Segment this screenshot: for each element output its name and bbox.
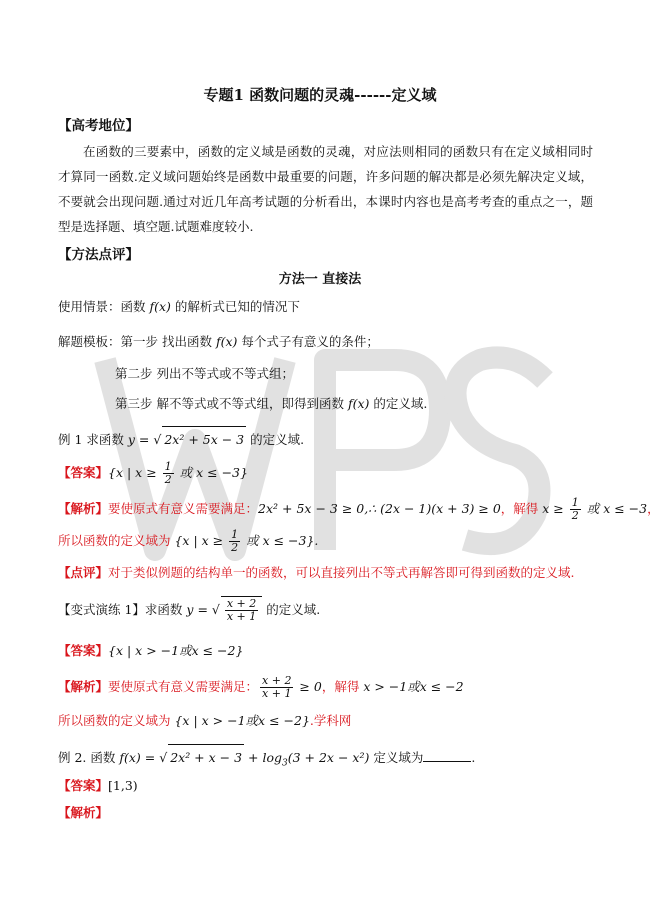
template-suffix: 每个式子有意义的条件； [237, 334, 379, 349]
template-step3 [115, 391, 427, 416]
example2-answer [58, 773, 138, 798]
answer-blank [423, 749, 471, 762]
fraction-numerator: 1 [164, 460, 172, 473]
answer-part-b: 或 x ≤ −3} [175, 465, 248, 480]
example2-log-arg: (3 + 2x − x²) [287, 750, 370, 765]
sqrt-sign: √ [159, 750, 168, 765]
usage-prefix: 使用情景：函数 [58, 299, 150, 314]
step3-fx: f(x) [347, 396, 370, 411]
fraction-numerator: x + 2 [262, 674, 292, 687]
analysis-label: 【解析】 [58, 501, 109, 516]
example1-question [58, 426, 304, 452]
variant1-sqrt [221, 596, 262, 623]
variant1-analysis [58, 674, 464, 700]
example1-prefix: 例 1 求函数 [58, 432, 128, 447]
fraction-half [163, 461, 174, 486]
sqrt-sign: √ [153, 432, 162, 447]
comment-label: 【点评】 [58, 565, 109, 580]
example1-suffix: 的定义域. [246, 432, 305, 447]
example1-analysis [58, 496, 660, 522]
variant1-answer [58, 638, 243, 663]
usage-suffix: 的解析式已知的情况下 [170, 299, 300, 314]
analysis-label: 【解析】 [58, 805, 109, 820]
answer-label: 【答案】 [58, 465, 109, 480]
fraction-denominator: 2 [231, 541, 239, 554]
example2-func: f(x) = [119, 750, 160, 765]
analysis-text-e: ， [647, 501, 660, 516]
example2-suffix: 定义域为 [369, 750, 424, 765]
variant1-suffix: 的定义域. [262, 602, 321, 617]
analysis-text-c: ，解得 [321, 679, 364, 694]
analysis-math-b: ≥ 0 [295, 679, 322, 694]
example2-log: + log [244, 750, 282, 765]
fraction-denominator: x + 1 [262, 687, 292, 700]
analysis-text-b: ，解得 [500, 501, 543, 516]
answer-label: 【答案】 [58, 778, 109, 793]
example2-prefix: 例 2. 函数 [58, 750, 120, 765]
fraction-numerator: 1 [231, 528, 239, 541]
variant1-conclusion [58, 708, 351, 733]
template-fx: f(x) [215, 334, 238, 349]
intro-paragraph: 在函数的三要素中，函数的定义域是函数的灵魂，对应法则相同的函数只有在定义域相同时才算同一函数.定义域问题始终是函数中最重要的问题，许多问题的解决都是必须先解决定义域，不要就会出现问题.通过对近几年高考试题的分析看出，本课时内容也是高考考查的重点之一，题型是选择题、填空题.试题难度较小. [58, 144, 593, 234]
conclusion-math: {x | x > −1或x ≤ −2} [174, 713, 310, 728]
fraction-numerator: x + 2 [226, 597, 257, 610]
page-title: 专题1 函数问题的灵魂------定义域 [203, 86, 437, 104]
analysis-label: 【解析】 [58, 679, 109, 694]
variant1-fraction [225, 598, 258, 623]
fraction-denominator: x + 1 [226, 610, 257, 623]
example2-analysis [58, 800, 108, 825]
variant1-fraction [260, 675, 293, 700]
sqrt-sign: √ [211, 602, 220, 617]
comment-text: 对于类似例题的结构单一的函数，可以直接列出不等式再解答即可得到函数的定义域. [108, 565, 575, 580]
template-step2: 第二步 列出不等式或不等式组； [115, 366, 294, 381]
usage-fx: f(x) [149, 299, 171, 314]
variant1-answer-value: {x | x > −1或x ≤ −2} [108, 643, 244, 658]
analysis-math-d: x > −1或x ≤ −2 [363, 679, 464, 694]
section-method-review: 【方法点评】 [58, 247, 139, 263]
fraction-numerator: 1 [571, 496, 579, 509]
template-step1 [58, 329, 379, 354]
variant1-prefix: 【变式演练 1】求函数 [58, 602, 187, 617]
conclusion-text: 所以函数的定义域为 [58, 533, 175, 548]
analysis-math-c: x ≥ [542, 501, 568, 516]
conclusion-suffix: .学科网 [309, 713, 352, 728]
analysis-math: 2x² + 5x − 3 ≥ 0,∴ (2x − 1)(x + 3) ≥ 0 [258, 501, 501, 516]
method-title: 方法一 直接法 [278, 272, 362, 287]
conclusion-math-a: {x | x ≥ [174, 533, 228, 548]
answer-part-a: {x | x ≥ [108, 465, 161, 480]
fraction-denominator: 2 [571, 509, 579, 522]
example2-log-base: 3 [282, 758, 288, 769]
analysis-text-a: 要使原式有意义需要满足： [108, 679, 259, 694]
answer-label: 【答案】 [58, 643, 109, 658]
template-prefix: 解题模板：第一步 找出函数 [58, 334, 216, 349]
fraction-half [229, 529, 240, 554]
analysis-text-a: 要使原式有意义需要满足： [108, 501, 259, 516]
example2-end: . [471, 750, 476, 765]
variant1-question [58, 596, 320, 623]
example2-question [58, 744, 475, 777]
usage-scenario [58, 294, 300, 319]
analysis-math-d: 或 x ≤ −3 [582, 501, 648, 516]
step3-suffix: 的定义域. [369, 396, 428, 411]
example1-conclusion [58, 528, 318, 554]
example1-radicand: 2x² + 5x − 3 [162, 426, 246, 452]
example1-func: y = [127, 432, 154, 447]
example2-radicand: 2x² + x − 3 [168, 744, 244, 770]
conclusion-text: 所以函数的定义域为 [58, 713, 175, 728]
fraction-half [570, 497, 581, 522]
fraction-denominator: 2 [164, 473, 172, 486]
example2-answer-value: [1,3) [108, 778, 138, 793]
step3-prefix: 第三步 解不等式或不等式组，即得到函数 [115, 396, 348, 411]
conclusion-math-b: 或 x ≤ −3}. [242, 533, 319, 548]
variant1-func: y = [186, 602, 212, 617]
example1-comment [58, 560, 575, 585]
section-gaokao: 【高考地位】 [58, 118, 139, 134]
example1-answer [58, 460, 248, 486]
